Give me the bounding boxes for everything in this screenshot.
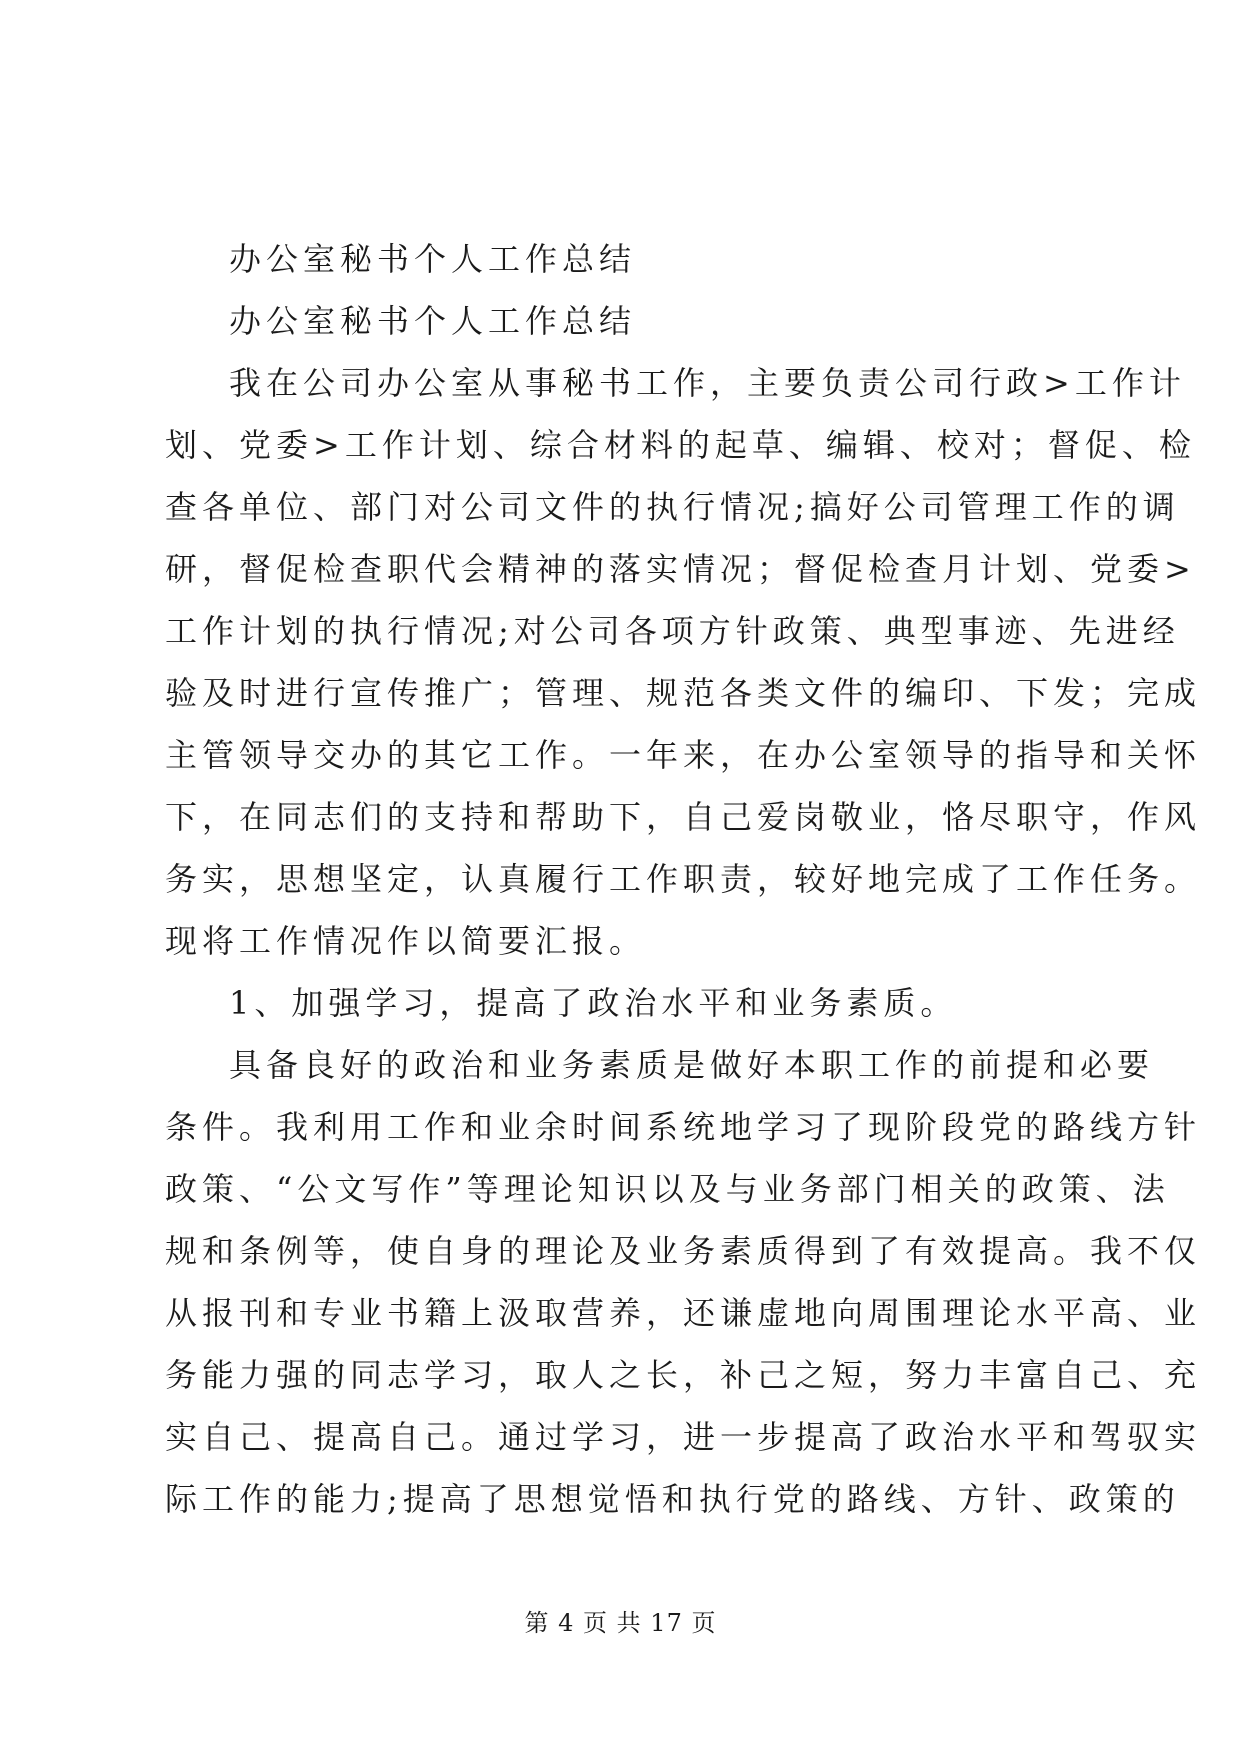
paragraph-2-line: 具备良好的政治和业务素质是做好本职工作的前提和必要 — [229, 1046, 1155, 1084]
paragraph-2-line: 务能力强的同志学习，取人之长，补己之短，努力丰富自己、充 — [165, 1356, 1202, 1394]
paragraph-1-line: 查各单位、部门对公司文件的执行情况;搞好公司管理工作的调 — [165, 488, 1180, 526]
section-heading: 1、加强学习，提高了政治水平和业务素质。 — [229, 984, 958, 1022]
page-footer: 第 4 页 共 17 页 — [524, 1609, 717, 1637]
paragraph-1-line: 研，督促检查职代会精神的落实情况；督促检查月计划、党委> — [165, 550, 1196, 588]
paragraph-1-line: 验及时进行宣传推广；管理、规范各类文件的编印、下发；完成 — [165, 674, 1202, 712]
paragraph-1-line: 现将工作情况作以简要汇报。 — [165, 922, 647, 960]
paragraph-2-line: 条件。我利用工作和业余时间系统地学习了现阶段党的路线方针 — [165, 1108, 1202, 1146]
paragraph-1-line: 我在公司办公室从事秘书工作，主要负责公司行政>工作计 — [229, 364, 1186, 402]
paragraph-2-line: 规和条例等，使自身的理论及业务素质得到了有效提高。我不仅 — [165, 1232, 1202, 1270]
paragraph-1-line: 主管领导交办的其它工作。一年来，在办公室领导的指导和关怀 — [165, 736, 1202, 774]
paragraph-1-line: 工作计划的执行情况;对公司各项方针政策、典型事迹、先进经 — [165, 612, 1180, 650]
paragraph-1-line: 务实，思想坚定，认真履行工作职责，较好地完成了工作任务。 — [165, 860, 1202, 898]
document-subtitle: 办公室秘书个人工作总结 — [229, 302, 637, 340]
paragraph-2-line: 实自己、提高自己。通过学习，进一步提高了政治水平和驾驭实 — [165, 1418, 1202, 1456]
paragraph-1-line: 划、党委>工作计划、综合材料的起草、编辑、校对；督促、检 — [165, 426, 1196, 464]
paragraph-2-line: 政策、“公文写作”等理论知识以及与业务部门相关的政策、法 — [165, 1170, 1170, 1208]
document-title: 办公室秘书个人工作总结 — [229, 240, 637, 278]
document-body — [165, 228, 1202, 1530]
paragraph-1-line: 下，在同志们的支持和帮助下，自己爱岗敬业，恪尽职守，作风 — [165, 798, 1202, 836]
paragraph-2-line: 从报刊和专业书籍上汲取营养，还谦虚地向周围理论水平高、业 — [165, 1294, 1202, 1332]
paragraph-2-line: 际工作的能力;提高了思想觉悟和执行党的路线、方针、政策的 — [165, 1480, 1180, 1518]
